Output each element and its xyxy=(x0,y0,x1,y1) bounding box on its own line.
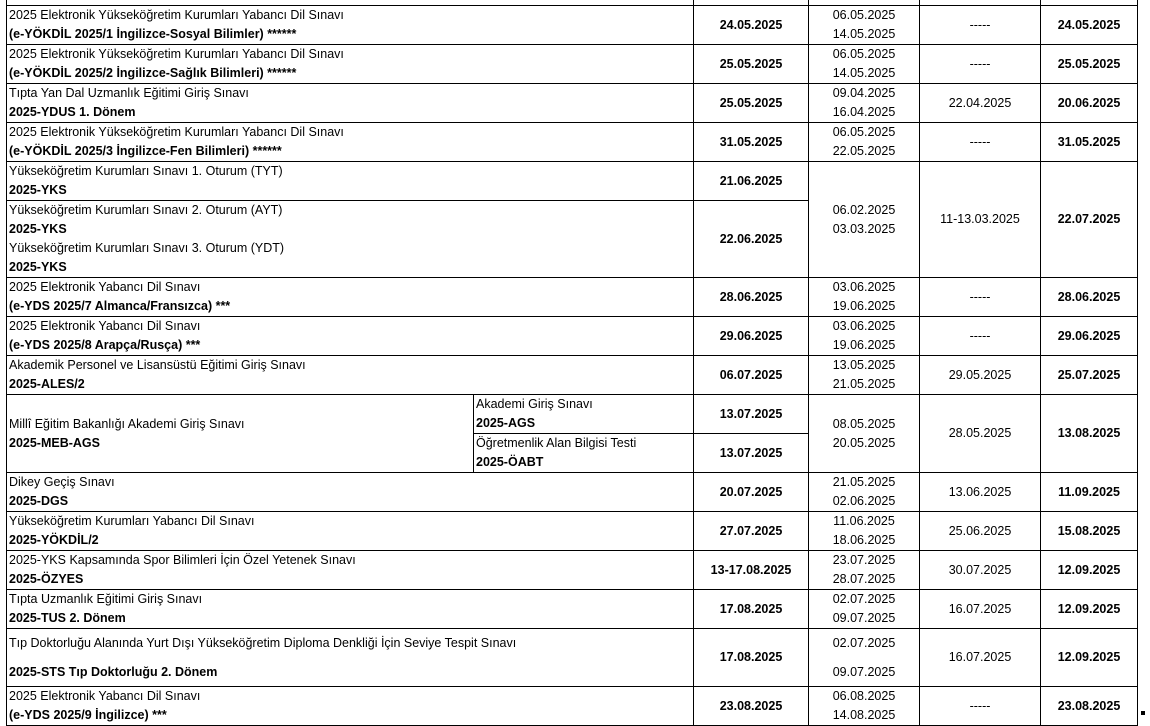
application-dates-cell: 08.05.2025 20.05.2025 xyxy=(809,395,920,473)
table-row xyxy=(7,45,1138,84)
table-row xyxy=(7,123,1138,162)
exam-date-cell: 28.06.2025 xyxy=(694,278,809,317)
table-row xyxy=(7,473,1138,512)
exam-date-cell: 24.05.2025 xyxy=(694,6,809,45)
table-row xyxy=(7,6,1138,45)
application-dates-cell: 06.05.2025 22.05.2025 xyxy=(809,123,920,162)
exam-name-cell: 2025 Elektronik Yükseköğretim Kurumları Yabancı Dil Sınavı (e-YÖKDİL 2025/2 İngilizce-Sağlık Bilimleri) ****** xyxy=(7,45,694,84)
application-dates-cell: 02.07.2025 09.07.2025 xyxy=(809,629,920,687)
result-date-cell: 25.07.2025 xyxy=(1041,356,1138,395)
exam-name-cell: Millî Eğitim Bakanlığı Akademi Giriş Sınavı 2025-MEB-AGS xyxy=(7,395,474,473)
exam-date-cell: 06.07.2025 xyxy=(694,356,809,395)
result-date-cell: 28.06.2025 xyxy=(1041,278,1138,317)
application-dates-cell: 11.06.2025 18.06.2025 xyxy=(809,512,920,551)
exam-name-cell: 2025 Elektronik Yükseköğretim Kurumları Yabancı Dil Sınavı (e-YÖKDİL 2025/3 İngilizce-Fen Bilimleri) ****** xyxy=(7,123,694,162)
result-date-cell: 25.05.2025 xyxy=(1041,45,1138,84)
late-application-cell: 13.06.2025 xyxy=(920,473,1041,512)
exam-date-cell: 17.08.2025 xyxy=(694,629,809,687)
exam-schedule-table xyxy=(6,0,1138,726)
late-application-cell: 28.05.2025 xyxy=(920,395,1041,473)
exam-date-cell: 31.05.2025 xyxy=(694,123,809,162)
result-date-cell: 20.06.2025 xyxy=(1041,84,1138,123)
exam-name-cell: Tıpta Yan Dal Uzmanlık Eğitimi Giriş Sınavı 2025-YDUS 1. Dönem xyxy=(7,84,694,123)
sub-exam-name-cell: Öğretmenlik Alan Bilgisi Testi 2025-ÖABT xyxy=(474,434,694,473)
table-row xyxy=(7,356,1138,395)
application-dates-cell: 06.08.2025 14.08.2025 xyxy=(809,687,920,726)
result-date-cell: 15.08.2025 xyxy=(1041,512,1138,551)
exam-name-cell: 2025 Elektronik Yabancı Dil Sınavı (e-YDS 2025/9 İngilizce) *** xyxy=(7,687,694,726)
late-application-cell: 29.05.2025 xyxy=(920,356,1041,395)
exam-name-cell: Tıpta Uzmanlık Eğitimi Giriş Sınavı 2025-TUS 2. Dönem xyxy=(7,590,694,629)
late-application-cell: ----- xyxy=(920,6,1041,45)
late-application-cell: ----- xyxy=(920,45,1041,84)
late-application-cell: ----- xyxy=(920,278,1041,317)
exam-date-cell: 21.06.2025 xyxy=(694,162,809,201)
result-date-cell: 24.05.2025 xyxy=(1041,6,1138,45)
exam-name-cell: 2025 Elektronik Yabancı Dil Sınavı (e-YDS 2025/7 Almanca/Fransızca) *** xyxy=(7,278,694,317)
application-dates-cell: 02.07.2025 09.07.2025 xyxy=(809,590,920,629)
result-date-cell: 29.06.2025 xyxy=(1041,317,1138,356)
exam-name-cell: Yükseköğretim Kurumları Sınavı 1. Oturum (TYT) 2025-YKS xyxy=(7,162,694,201)
table-row xyxy=(7,278,1138,317)
application-dates-cell: 21.05.2025 02.06.2025 xyxy=(809,473,920,512)
late-application-cell: ----- xyxy=(920,687,1041,726)
result-date-cell: 31.05.2025 xyxy=(1041,123,1138,162)
table-row xyxy=(7,84,1138,123)
application-dates-cell: 06.05.2025 14.05.2025 xyxy=(809,6,920,45)
table-row xyxy=(7,512,1138,551)
application-dates-cell: 03.06.2025 19.06.2025 xyxy=(809,278,920,317)
late-application-cell: 16.07.2025 xyxy=(920,629,1041,687)
exam-name-cell: 2025 Elektronik Yükseköğretim Kurumları Yabancı Dil Sınavı (e-YÖKDİL 2025/1 İngilizce-Sosyal Bilimler) ****** xyxy=(7,6,694,45)
exam-date-cell: 25.05.2025 xyxy=(694,45,809,84)
application-dates-cell: 06.05.2025 14.05.2025 xyxy=(809,45,920,84)
exam-date-cell: 20.07.2025 xyxy=(694,473,809,512)
result-date-cell: 22.07.2025 xyxy=(1041,162,1138,278)
exam-name-cell: Tıp Doktorluğu Alanında Yurt Dışı Yükseköğretim Diploma Denkliği İçin Seviye Tespit Sınavı 2025-STS Tıp Doktorluğu 2. Dönem xyxy=(7,629,694,687)
exam-name-cell: Dikey Geçiş Sınavı 2025-DGS xyxy=(7,473,694,512)
scan-mark xyxy=(1141,711,1145,715)
late-application-cell: 16.07.2025 xyxy=(920,590,1041,629)
late-application-cell: 25.06.2025 xyxy=(920,512,1041,551)
result-date-cell: 12.09.2025 xyxy=(1041,590,1138,629)
application-dates-cell: 06.02.2025 03.03.2025 xyxy=(809,162,920,278)
exam-name-cell: Yükseköğretim Kurumları Sınavı 2. Oturum (AYT) 2025-YKS Yükseköğretim Kurumları Sınavı 3. Oturum (YDT) 2025-YKS xyxy=(7,201,694,278)
table-row xyxy=(7,395,1138,434)
sub-exam-name-cell: Akademi Giriş Sınavı 2025-AGS xyxy=(474,395,694,434)
table-row xyxy=(7,629,1138,687)
result-date-cell: 13.08.2025 xyxy=(1041,395,1138,473)
exam-date-cell: 25.05.2025 xyxy=(694,84,809,123)
exam-name-cell: 2025 Elektronik Yabancı Dil Sınavı (e-YDS 2025/8 Arapça/Rusça) *** xyxy=(7,317,694,356)
late-application-cell: 22.04.2025 xyxy=(920,84,1041,123)
application-dates-cell: 13.05.2025 21.05.2025 xyxy=(809,356,920,395)
application-dates-cell: 23.07.2025 28.07.2025 xyxy=(809,551,920,590)
exam-date-cell: 22.06.2025 xyxy=(694,201,809,278)
table-row xyxy=(7,317,1138,356)
exam-name-cell: Akademik Personel ve Lisansüstü Eğitimi Giriş Sınavı 2025-ALES/2 xyxy=(7,356,694,395)
exam-date-cell: 13-17.08.2025 xyxy=(694,551,809,590)
exam-name-cell: Yükseköğretim Kurumları Yabancı Dil Sınavı 2025-YÖKDİL/2 xyxy=(7,512,694,551)
result-date-cell: 12.09.2025 xyxy=(1041,551,1138,590)
exam-date-cell: 13.07.2025 xyxy=(694,434,809,473)
table-row xyxy=(7,590,1138,629)
result-date-cell: 11.09.2025 xyxy=(1041,473,1138,512)
table-row xyxy=(7,551,1138,590)
exam-date-cell: 29.06.2025 xyxy=(694,317,809,356)
result-date-cell: 12.09.2025 xyxy=(1041,629,1138,687)
exam-date-cell: 17.08.2025 xyxy=(694,590,809,629)
exam-date-cell: 27.07.2025 xyxy=(694,512,809,551)
late-application-cell: ----- xyxy=(920,123,1041,162)
exam-date-cell: 13.07.2025 xyxy=(694,395,809,434)
exam-date-cell: 23.08.2025 xyxy=(694,687,809,726)
late-application-cell: ----- xyxy=(920,317,1041,356)
result-date-cell: 23.08.2025 xyxy=(1041,687,1138,726)
application-dates-cell: 03.06.2025 19.06.2025 xyxy=(809,317,920,356)
application-dates-cell: 09.04.2025 16.04.2025 xyxy=(809,84,920,123)
late-application-cell: 30.07.2025 xyxy=(920,551,1041,590)
late-application-cell: 11-13.03.2025 xyxy=(920,162,1041,278)
table-row xyxy=(7,162,1138,201)
exam-name-cell: 2025-YKS Kapsamında Spor Bilimleri İçin Özel Yetenek Sınavı 2025-ÖZYES xyxy=(7,551,694,590)
